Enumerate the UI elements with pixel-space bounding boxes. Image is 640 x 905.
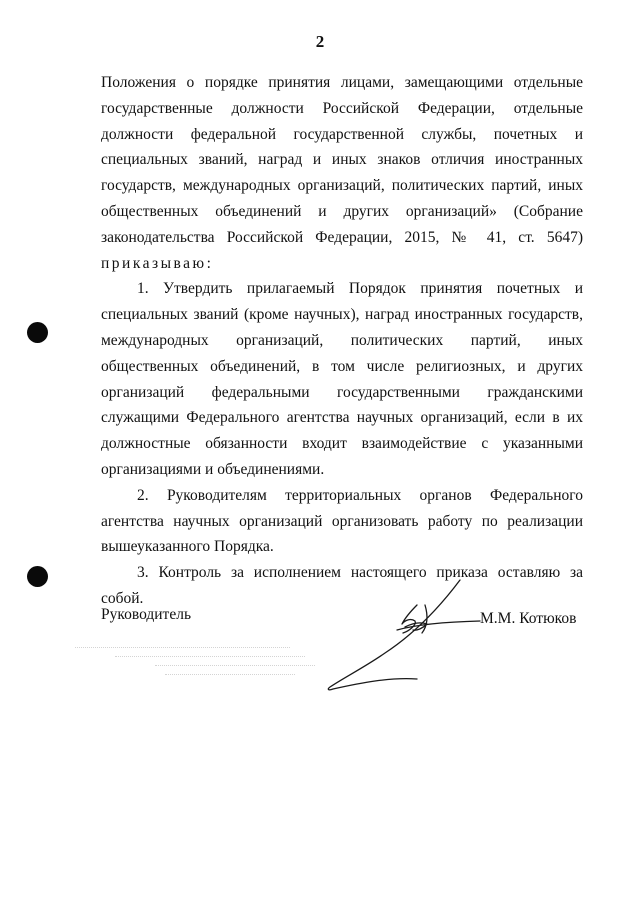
order-word: приказываю: bbox=[101, 254, 214, 272]
handwritten-signature bbox=[325, 575, 500, 695]
signatory-name: М.М. Котюков bbox=[480, 610, 577, 627]
punch-hole-lower bbox=[27, 566, 48, 587]
intro-text: Положения о порядке принятия лицами, замещающими отдельные государственные должности Российской Федерации, отдельные должности федеральной государственной службы, почетных и специальных званий, наград и иных знаков отличия иностранных государств, международных организаций, политических партий, иных общественных объединений и других организаций» (Собрание законодательства Российской Федерации, 2015, № 41, ст. 5647) bbox=[101, 74, 583, 246]
item-1-paragraph: 1. Утвердить прилагаемый Порядок принятия почетных и специальных званий (кроме научных), наград иностранных государств, международных организаций, политических партий, иных общественных объединений, в том числе религиозных, и других организаций федеральными государственными гражданскими служащими Федерального агентства научных организаций, если в их должностные обязанности входит взаимодействие с указанными организациями и объединениями. bbox=[101, 280, 583, 478]
signatory-title: Руководитель bbox=[101, 606, 192, 623]
punch-hole-upper bbox=[27, 322, 48, 343]
item-3-paragraph: 3. Контроль за исполнением настоящего приказа оставляю за собой. bbox=[101, 564, 583, 607]
intro-paragraph bbox=[101, 70, 583, 276]
faint-stamp-trace bbox=[75, 640, 325, 710]
item-2-paragraph: 2. Руководителям территориальных органов Федерального агентства научных организаций организовать работу по реализации вышеуказанного Порядка. bbox=[101, 486, 583, 556]
page-number: 2 bbox=[315, 32, 325, 51]
document-body bbox=[101, 70, 583, 612]
